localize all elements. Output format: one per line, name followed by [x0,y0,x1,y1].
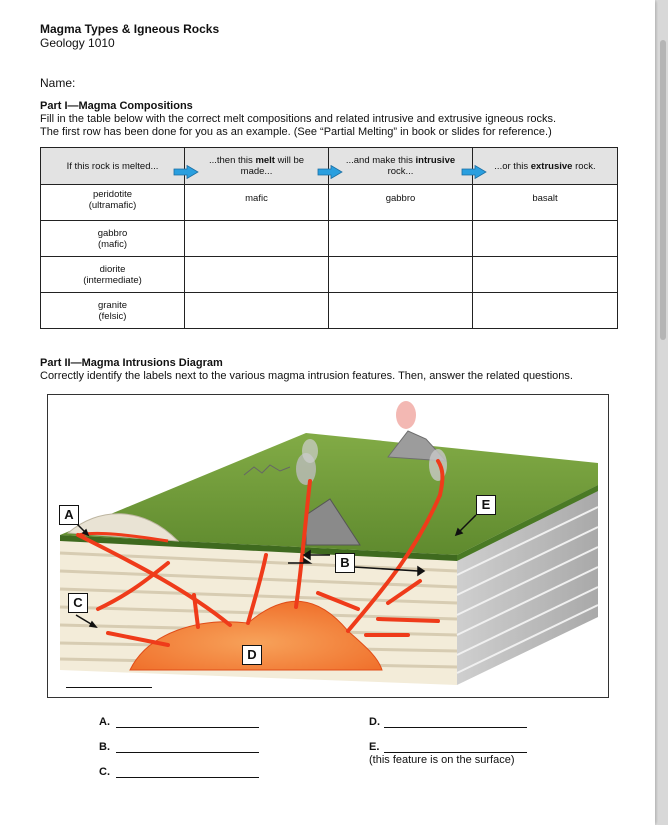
header-cell-extrusive: ...or this extrusive rock. [473,148,618,185]
answer-label-b: B. [99,741,110,753]
part1-title: Part I—Magma Compositions [40,100,193,112]
page-title: Magma Types & Igneous Rocks [40,22,220,36]
diagram-label-d: D [242,645,262,665]
melt-cell[interactable] [185,221,329,257]
table-row [41,221,618,257]
diagram-label-e: E [476,495,496,515]
diagram-underline [66,687,152,688]
rock-cell: gabbro (mafic) [41,221,185,257]
name-label: Name: [40,76,76,90]
extrusive-cell[interactable] [473,221,618,257]
diagram-label-b: B [335,553,355,573]
extrusive-cell[interactable] [473,293,618,329]
answer-field-c[interactable] [116,777,259,778]
answer-label-e: E. [369,741,380,753]
intrusive-cell[interactable] [329,257,473,293]
answer-field-a[interactable] [116,727,259,728]
answer-label-a: A. [99,716,110,728]
scrollbar-thumb[interactable] [660,40,666,340]
right-arrow-icon [461,165,487,179]
rock-cell: peridotite (ultramafic) [41,185,185,221]
extrusive-cell: basalt [473,185,618,221]
part2-instructions: Correctly identify the labels next to the various magma intrusion features. Then, answer the related questions. [40,370,573,382]
answer-field-b[interactable] [116,752,259,753]
diagram-label-a: A [59,505,79,525]
part1-instructions-line2: The first row has been done for you as an example. (See “Partial Melting” in book or slides for reference.) [40,126,552,138]
table-row [41,185,618,221]
intrusive-cell[interactable] [329,221,473,257]
extrusive-cell[interactable] [473,257,618,293]
intrusive-cell[interactable] [329,293,473,329]
block-diagram-illustration [48,395,608,697]
vertical-scrollbar[interactable] [658,0,668,825]
table-row [41,293,618,329]
magma-intrusions-diagram [47,394,609,698]
answer-e-note: (this feature is on the surface) [369,754,515,766]
intrusive-cell: gabbro [329,185,473,221]
part1-instructions-line1: Fill in the table below with the correct melt compositions and related intrusive and extrusive igneous rocks. [40,113,557,125]
melt-cell: mafic [185,185,329,221]
answer-field-e[interactable] [384,752,527,753]
answer-label-d: D. [369,716,380,728]
rock-cell: diorite (intermediate) [41,257,185,293]
melt-cell[interactable] [185,257,329,293]
part2-title: Part II—Magma Intrusions Diagram [40,357,223,369]
header-cell-intrusive: ...and make this intrusive rock... [329,148,473,185]
right-arrow-icon [317,165,343,179]
rock-cell: granite (felsic) [41,293,185,329]
table-row [41,257,618,293]
header-cell-melt: ...then this melt will be made... [185,148,329,185]
melt-cell[interactable] [185,293,329,329]
diagram-label-c: C [68,593,88,613]
right-arrow-icon [173,165,199,179]
answer-label-c: C. [99,766,110,778]
answer-field-d[interactable] [384,727,527,728]
course-name: Geology 1010 [40,36,115,50]
header-cell-melted-rock: If this rock is melted... [41,148,185,185]
